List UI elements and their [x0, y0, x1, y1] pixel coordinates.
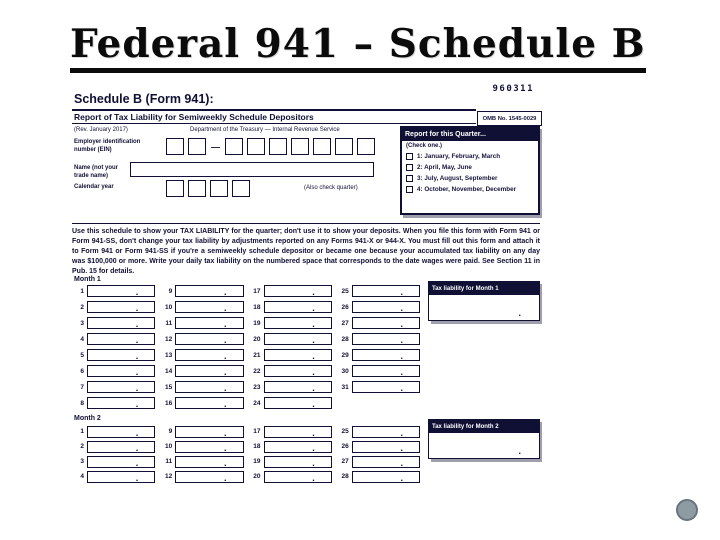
day-amount-field[interactable] — [87, 317, 155, 329]
day-cell — [162, 379, 243, 395]
schedule-b-form — [72, 84, 542, 484]
day-amount-field[interactable] — [87, 397, 155, 409]
day-cell — [162, 469, 243, 484]
day-cell — [339, 379, 420, 395]
day-cell — [74, 283, 155, 299]
quarter-option-label: 2: April, May, June — [417, 164, 472, 171]
day-number: 9 — [168, 428, 173, 435]
checkbox-icon[interactable] — [406, 153, 413, 160]
day-amount-field[interactable] — [175, 365, 243, 377]
calendar-year-label: Calendar year — [74, 184, 114, 190]
quarter-box-header: Report for this Quarter... — [402, 128, 538, 141]
checkbox-icon[interactable] — [406, 164, 413, 171]
day-number: 8 — [80, 399, 84, 407]
day-amount-field[interactable] — [352, 349, 420, 361]
decimal-point: . — [400, 367, 403, 377]
day-number: 14 — [165, 367, 173, 375]
divider — [72, 123, 476, 124]
omb-number-box: OMB No. 1545-0029 — [477, 111, 542, 126]
day-amount-field[interactable] — [264, 333, 332, 345]
day-cell — [74, 395, 155, 411]
decimal-point: . — [135, 427, 139, 438]
day-cell — [251, 395, 332, 411]
day-amount-field[interactable] — [87, 301, 155, 313]
decimal-point: . — [135, 287, 139, 297]
day-cell — [251, 379, 332, 395]
day-cell — [162, 299, 243, 315]
decimal-point: . — [223, 303, 227, 313]
check-one-note: (Check one.) — [406, 143, 443, 149]
decimal-point: . — [312, 457, 315, 468]
quarter-option-2[interactable] — [406, 164, 534, 171]
day-number: 13 — [165, 351, 173, 359]
day-amount-field[interactable] — [264, 317, 332, 329]
year-digit-box[interactable] — [166, 180, 184, 197]
ein-digit-box[interactable] — [313, 138, 331, 155]
day-amount-field[interactable] — [87, 365, 155, 377]
day-amount-field[interactable] — [87, 349, 155, 361]
day-cell — [162, 424, 243, 439]
decimal-point: . — [223, 335, 227, 345]
ein-digit-box[interactable] — [357, 138, 375, 155]
ein-digit-box[interactable] — [188, 138, 206, 155]
year-digit-box[interactable] — [188, 180, 206, 197]
day-cell — [339, 395, 420, 411]
day-amount-field[interactable] — [352, 333, 420, 345]
day-amount-field[interactable] — [87, 441, 155, 453]
day-amount-field[interactable] — [87, 426, 155, 438]
day-number: 18 — [253, 443, 261, 450]
day-number: 20 — [253, 473, 261, 480]
checkbox-icon[interactable] — [406, 175, 413, 182]
day-amount-field[interactable] — [87, 381, 155, 393]
day-amount-field[interactable] — [352, 285, 420, 297]
month1-label: Month 1 — [74, 276, 101, 283]
decimal-point: . — [312, 427, 315, 438]
day-number: 26 — [341, 443, 349, 450]
decimal-point: . — [312, 351, 315, 361]
day-amount-field[interactable] — [352, 471, 420, 483]
day-cell — [74, 469, 155, 484]
decimal-point: . — [400, 287, 403, 297]
day-number: 15 — [165, 383, 173, 391]
year-digit-box[interactable] — [210, 180, 228, 197]
day-amount-field[interactable] — [352, 441, 420, 453]
decimal-point: . — [312, 319, 315, 329]
decimal-point: . — [223, 319, 227, 329]
day-number: 27 — [341, 458, 349, 465]
day-number: 21 — [253, 351, 261, 359]
day-number: 9 — [168, 287, 173, 295]
decimal-point: . — [400, 472, 403, 483]
month2-label: Month 2 — [74, 415, 101, 422]
day-cell — [162, 331, 243, 347]
day-amount-field[interactable] — [264, 456, 332, 468]
decimal-point: . — [135, 383, 139, 393]
day-cell — [74, 379, 155, 395]
tax-box-header: Tax liability for Month 1 — [429, 282, 539, 295]
day-cell — [339, 469, 420, 484]
decimal-point: . — [135, 457, 139, 468]
day-amount-field[interactable] — [175, 333, 243, 345]
day-cell — [74, 454, 155, 469]
quarter-option-4[interactable] — [406, 186, 534, 193]
decimal-point: . — [223, 472, 227, 483]
decimal-point: . — [312, 399, 315, 409]
day-number: 6 — [80, 367, 84, 375]
year-digit-box[interactable] — [232, 180, 250, 197]
form-instructions: Use this schedule to show your TAX LIABILITY for the quarter; don't use it to show your deposits. When you file this form with Form 941 or Form 941-SS, don't change your tax liability by adjustments reported on any Forms 941-X or 944-X. You must fill out this form and attach it to Form 941 or Form 941-SS if you're a semiweekly schedule depositor or became one because your accumulated tax liability on any day was $100,000 or more. Write your daily tax liability on the numbered space that corresponds to the date wages were paid. See Section 11 in Pub. 15 for details. — [72, 228, 540, 275]
day-number: 28 — [341, 335, 349, 343]
day-amount-field[interactable] — [352, 456, 420, 468]
day-cell — [251, 439, 332, 454]
day-amount-field[interactable] — [87, 333, 155, 345]
revision-date: (Rev. January 2017) — [74, 127, 128, 133]
day-amount-field[interactable] — [352, 365, 420, 377]
day-cell — [339, 424, 420, 439]
ein-digit-box[interactable] — [335, 138, 353, 155]
day-cell — [339, 363, 420, 379]
month1-grid — [74, 283, 420, 411]
day-number: 1 — [80, 428, 84, 435]
day-amount-field[interactable] — [352, 426, 420, 438]
decimal-point: . — [312, 472, 315, 483]
department-line: Department of the Treasury — Internal Revenue Service — [190, 127, 340, 133]
day-amount-field[interactable] — [175, 285, 243, 297]
day-number: 20 — [253, 335, 261, 343]
day-number: 12 — [165, 473, 173, 480]
day-amount-field[interactable] — [175, 426, 243, 438]
day-amount-field[interactable] — [175, 397, 243, 409]
day-amount-field[interactable] — [264, 381, 332, 393]
month2-grid — [74, 424, 420, 484]
decimal-point: . — [312, 335, 315, 345]
day-number: 19 — [253, 458, 261, 465]
ein-digit-box[interactable] — [291, 138, 309, 155]
decimal-point: . — [223, 367, 227, 377]
day-cell — [162, 283, 243, 299]
day-amount-field[interactable] — [264, 301, 332, 313]
decimal-point: . — [400, 351, 403, 361]
quarter-option-label: 1: January, February, March — [417, 153, 501, 160]
day-number: 10 — [165, 443, 173, 450]
checkbox-icon[interactable] — [406, 186, 413, 193]
day-number: 25 — [341, 428, 349, 435]
name-label: Name (not your trade name) — [74, 165, 119, 179]
day-number: 28 — [341, 473, 349, 480]
day-number: 2 — [80, 303, 84, 311]
decimal-point: . — [312, 383, 315, 393]
form-title: Schedule B (Form 941): — [74, 92, 214, 106]
day-cell — [339, 331, 420, 347]
day-amount-field[interactable] — [264, 349, 332, 361]
day-number: 31 — [341, 383, 349, 391]
day-amount-field[interactable] — [264, 285, 332, 297]
decimal-point: . — [400, 319, 403, 329]
day-amount-field[interactable] — [264, 426, 332, 438]
day-cell — [74, 424, 155, 439]
slide-title: Federal 941 – Schedule B — [70, 24, 646, 73]
day-cell — [74, 439, 155, 454]
ein-dash: — — [211, 141, 220, 152]
day-amount-field[interactable] — [175, 441, 243, 453]
day-cell — [339, 315, 420, 331]
decimal-point: . — [135, 472, 139, 483]
day-amount-field[interactable] — [175, 317, 243, 329]
ein-digit-box[interactable] — [269, 138, 287, 155]
decimal-point: . — [312, 287, 315, 297]
day-cell — [339, 454, 420, 469]
decimal-point: . — [135, 367, 139, 377]
day-cell — [162, 454, 243, 469]
day-amount-field[interactable] — [264, 397, 332, 409]
day-cell — [339, 283, 420, 299]
day-number: 12 — [165, 335, 173, 343]
day-cell — [339, 347, 420, 363]
tax-liability-month1-box — [428, 281, 540, 321]
decimal-point: . — [518, 446, 521, 456]
day-number: 17 — [253, 428, 261, 435]
day-cell — [339, 299, 420, 315]
quarter-selection-box — [400, 126, 540, 215]
ein-boxes — [166, 138, 375, 155]
day-number: 18 — [253, 303, 261, 311]
day-amount-field[interactable] — [264, 441, 332, 453]
day-cell — [74, 363, 155, 379]
day-number: 17 — [253, 287, 261, 295]
decimal-point: . — [223, 383, 227, 393]
day-number: 24 — [253, 399, 261, 407]
day-number: 4 — [80, 473, 84, 480]
decimal-point: . — [400, 335, 403, 345]
day-amount-field[interactable] — [175, 349, 243, 361]
tax-amount-field[interactable] — [429, 433, 539, 458]
day-number: 16 — [165, 399, 173, 407]
day-cell — [251, 469, 332, 484]
decimal-point: . — [312, 367, 315, 377]
day-cell — [74, 331, 155, 347]
form-subtitle: Report of Tax Liability for Semiweekly Schedule Depositors — [74, 112, 314, 122]
decimal-point: . — [223, 442, 227, 453]
day-amount-field[interactable] — [175, 381, 243, 393]
form-scan-code: 960311 — [492, 84, 534, 94]
tax-amount-field[interactable] — [429, 295, 539, 320]
day-cell — [74, 315, 155, 331]
quarter-option-3[interactable] — [406, 175, 534, 182]
divider — [72, 109, 476, 111]
ein-label: Employer identification number (EIN) — [74, 139, 141, 153]
tax-box-header: Tax liability for Month 2 — [429, 420, 539, 433]
day-amount-field[interactable] — [175, 456, 243, 468]
day-amount-field[interactable] — [87, 471, 155, 483]
quarter-option-1[interactable] — [406, 153, 534, 160]
decimal-point: . — [400, 457, 403, 468]
name-field[interactable] — [130, 162, 374, 177]
day-number: 7 — [80, 383, 84, 391]
day-amount-field[interactable] — [87, 285, 155, 297]
day-cell — [162, 395, 243, 411]
decimal-point: . — [400, 303, 403, 313]
day-number: 23 — [253, 383, 261, 391]
day-number: 5 — [80, 351, 84, 359]
day-number: 4 — [80, 335, 84, 343]
quarter-option-label: 3: July, August, September — [417, 175, 498, 182]
day-cell — [74, 299, 155, 315]
day-number: 22 — [253, 367, 261, 375]
day-number: 10 — [165, 303, 173, 311]
day-cell — [162, 315, 243, 331]
calendar-year-boxes — [166, 180, 250, 197]
decimal-point: . — [518, 308, 521, 318]
day-cell — [162, 347, 243, 363]
quarter-option-label: 4: October, November, December — [417, 186, 517, 193]
day-amount-field[interactable] — [175, 471, 243, 483]
decimal-point: . — [223, 457, 227, 468]
day-number: 11 — [165, 458, 173, 465]
ein-digit-box[interactable] — [225, 138, 243, 155]
day-amount-field[interactable] — [352, 381, 420, 393]
day-cell — [339, 439, 420, 454]
day-number: 3 — [80, 458, 84, 465]
decimal-point: . — [135, 303, 139, 313]
day-cell — [251, 363, 332, 379]
day-number: 3 — [80, 319, 84, 327]
decimal-point: . — [135, 399, 139, 409]
slide-nav-button[interactable] — [676, 499, 698, 521]
day-cell — [251, 299, 332, 315]
decimal-point: . — [312, 303, 315, 313]
decimal-point: . — [223, 287, 227, 297]
divider — [72, 223, 540, 224]
decimal-point: . — [400, 442, 403, 453]
day-amount-field[interactable] — [352, 301, 420, 313]
day-cell — [162, 363, 243, 379]
day-amount-field[interactable] — [175, 301, 243, 313]
ein-digit-box[interactable] — [166, 138, 184, 155]
ein-digit-box[interactable] — [247, 138, 265, 155]
day-cell — [251, 315, 332, 331]
day-amount-field[interactable] — [87, 456, 155, 468]
decimal-point: . — [223, 399, 227, 409]
day-amount-field[interactable] — [352, 317, 420, 329]
day-number: 1 — [80, 287, 84, 295]
day-number: 11 — [165, 319, 173, 327]
day-number: 25 — [341, 287, 349, 295]
day-number: 27 — [341, 319, 349, 327]
decimal-point: . — [223, 427, 227, 438]
also-check-quarter-note: (Also check quarter) — [304, 185, 358, 191]
day-number: 2 — [80, 443, 84, 450]
decimal-point: . — [135, 442, 139, 453]
decimal-point: . — [400, 383, 403, 393]
day-cell — [251, 454, 332, 469]
decimal-point: . — [223, 351, 227, 361]
decimal-point: . — [135, 335, 139, 345]
day-cell — [251, 424, 332, 439]
decimal-point: . — [135, 319, 139, 329]
day-cell — [162, 439, 243, 454]
day-amount-field[interactable] — [264, 471, 332, 483]
day-cell — [251, 331, 332, 347]
day-number: 29 — [341, 351, 349, 359]
day-number: 19 — [253, 319, 261, 327]
decimal-point: . — [135, 351, 139, 361]
day-number: 30 — [341, 367, 349, 375]
day-number: 26 — [341, 303, 349, 311]
day-amount-field[interactable] — [264, 365, 332, 377]
day-cell — [251, 347, 332, 363]
decimal-point: . — [312, 442, 315, 453]
tax-liability-month2-box — [428, 419, 540, 459]
decimal-point: . — [400, 427, 403, 438]
day-cell — [74, 347, 155, 363]
day-cell — [251, 283, 332, 299]
